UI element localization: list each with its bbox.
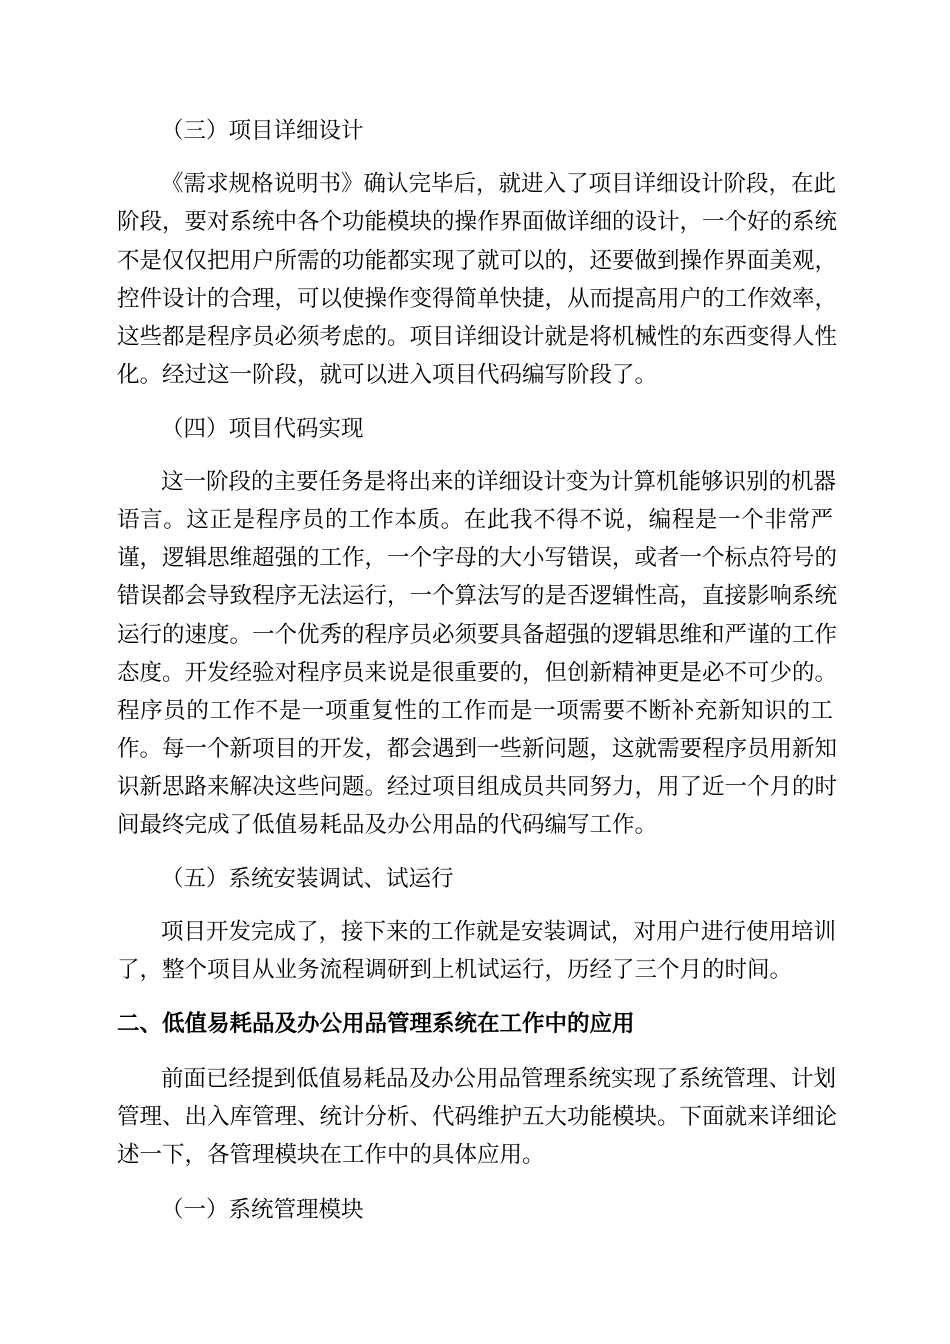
paragraph-line: 谨，逻辑思维超强的工作，一个字母的大小写错误，或者一个标点符号的 bbox=[117, 545, 838, 571]
section-heading-project-code-implementation: （四）项目代码实现 bbox=[161, 416, 364, 442]
paragraph-line: 阶段，要对系统中各个功能模块的操作界面做详细的设计，一个好的系统 bbox=[117, 209, 838, 235]
paragraph-line: 控件设计的合理，可以使操作变得简单快捷，从而提高用户的工作效率， bbox=[117, 286, 838, 312]
paragraph-line: 态度。开发经验对程序员来说是很重要的，但创新精神更是必不可少的。 bbox=[117, 660, 838, 686]
paragraph-line: 语言。这正是程序员的工作本质。在此我不得不说，编程是一个非常严 bbox=[117, 507, 833, 533]
paragraph-line: 不是仅仅把用户所需的功能都实现了就可以的，还要做到操作界面美观， bbox=[117, 248, 838, 274]
paragraph-line: 错误都会导致程序无法运行，一个算法写的是否逻辑性高，直接影响系统 bbox=[117, 583, 838, 609]
paragraph-line: 前面已经提到低值易耗品及办公用品管理系统实现了系统管理、计划 bbox=[161, 1066, 837, 1092]
section-heading-system-install-trial: （五）系统安装调试、试运行 bbox=[161, 866, 454, 892]
paragraph-line: 了，整个项目从业务流程调研到上机试运行，历经了三个月的时间。 bbox=[117, 957, 793, 983]
paragraph-line: 这一阶段的主要任务是将出来的详细设计变为计算机能够识别的机器 bbox=[161, 469, 837, 495]
paragraph-line: 识新思路来解决这些问题。经过项目组成员共同努力，用了近一个月的时 bbox=[117, 774, 838, 800]
paragraph-line: 化。经过这一阶段，就可以进入项目代码编写阶段了。 bbox=[117, 362, 658, 388]
paragraph-line: 作。每一个新项目的开发，都会遇到一些新问题，这就需要程序员用新知 bbox=[117, 736, 838, 762]
section-heading-system-management-module: （一）系统管理模块 bbox=[161, 1197, 364, 1223]
paragraph-line: 述一下，各管理模块在工作中的具体应用。 bbox=[117, 1142, 545, 1168]
paragraph-line: 这些都是程序员必须考虑的。项目详细设计就是将机械性的东西变得人性 bbox=[117, 324, 838, 350]
paragraph-line: 运行的速度。一个优秀的程序员必须要具备超强的逻辑思维和严谨的工作 bbox=[117, 622, 838, 648]
paragraph-line: 管理、出入库管理、统计分析、代码维护五大功能模块。下面就来详细论 bbox=[117, 1104, 838, 1130]
paragraph-line: 间最终完成了低值易耗品及办公用品的代码编写工作。 bbox=[117, 812, 658, 838]
chapter-heading-system-application: 二、低值易耗品及办公用品管理系统在工作中的应用 bbox=[117, 1011, 635, 1037]
paragraph-line: 项目开发完成了，接下来的工作就是安装调试，对用户进行使用培训 bbox=[161, 919, 837, 945]
section-heading-project-detail-design: （三）项目详细设计 bbox=[161, 118, 364, 144]
paragraph-line: 程序员的工作不是一项重复性的工作而是一项需要不断补充新知识的工 bbox=[117, 698, 833, 724]
paragraph-line: 《需求规格说明书》确认完毕后，就进入了项目详细设计阶段，在此 bbox=[161, 171, 837, 197]
